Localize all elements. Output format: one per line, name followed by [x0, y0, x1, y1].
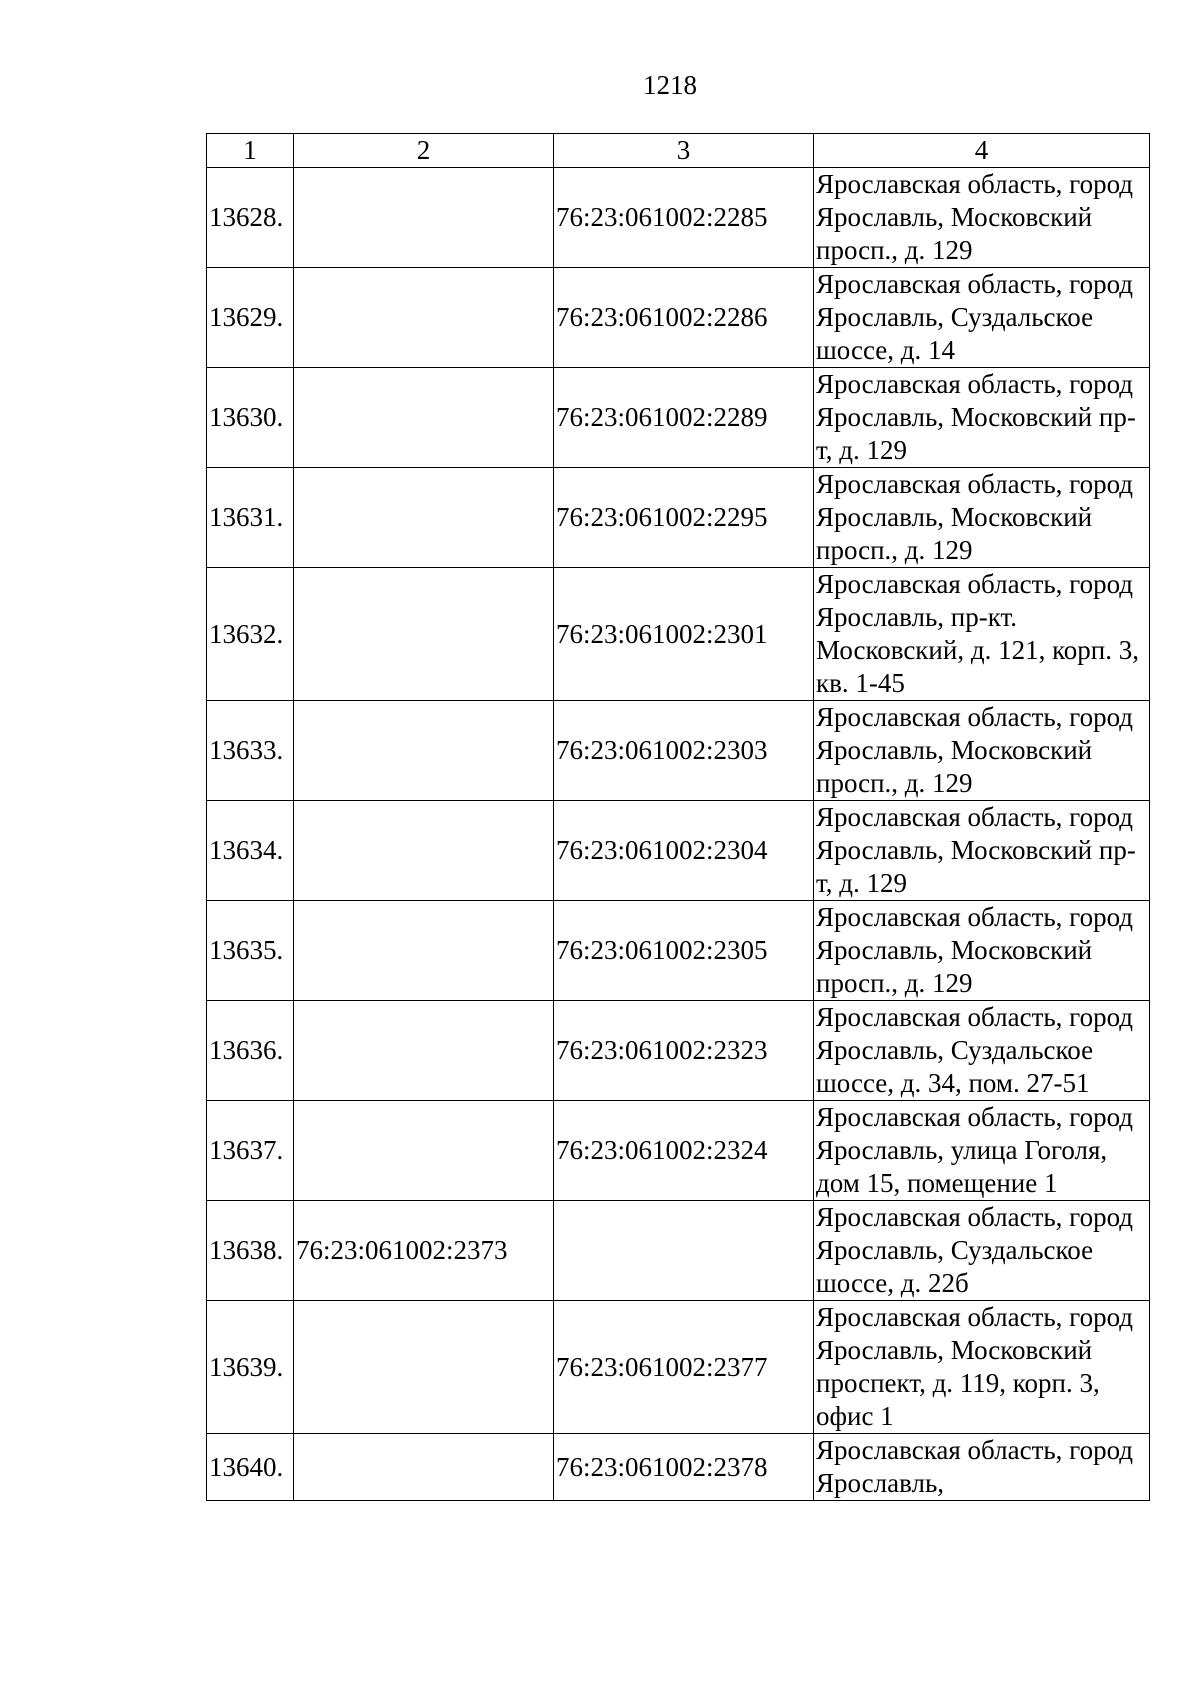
cadastral-number-cell — [294, 1301, 554, 1434]
column-header: 2 — [294, 134, 554, 168]
table-header-row — [207, 134, 1150, 168]
table-row — [207, 1101, 1150, 1201]
table-row — [207, 1001, 1150, 1101]
row-number-cell: 13631. — [207, 468, 294, 568]
cadastral-number-cell: 76:23:061002:2286 — [554, 268, 814, 368]
registry-table — [206, 133, 1150, 1501]
cadastral-number-cell — [294, 1101, 554, 1201]
cadastral-number-cell: 76:23:061002:2289 — [554, 368, 814, 468]
cadastral-number-cell: 76:23:061002:2295 — [554, 468, 814, 568]
table-row — [207, 801, 1150, 901]
column-header: 4 — [814, 134, 1150, 168]
cadastral-number-cell — [294, 168, 554, 268]
row-number-cell: 13635. — [207, 901, 294, 1001]
row-number-cell: 13634. — [207, 801, 294, 901]
cadastral-number-cell — [294, 801, 554, 901]
column-header: 1 — [207, 134, 294, 168]
row-number-cell: 13629. — [207, 268, 294, 368]
cadastral-number-cell: 76:23:061002:2285 — [554, 168, 814, 268]
row-number-cell: 13632. — [207, 568, 294, 701]
cadastral-number-cell — [554, 1201, 814, 1301]
address-cell: Ярославская область, город Ярославль, Московский пр-т, д. 129 — [814, 368, 1150, 468]
address-cell: Ярославская область, город Ярославль, Московский просп., д. 129 — [814, 901, 1150, 1001]
cadastral-number-cell — [294, 701, 554, 801]
table-row — [207, 1434, 1150, 1501]
row-number-cell: 13633. — [207, 701, 294, 801]
cadastral-number-cell — [294, 368, 554, 468]
row-number-cell: 13628. — [207, 168, 294, 268]
row-number-cell: 13636. — [207, 1001, 294, 1101]
cadastral-number-cell: 76:23:061002:2373 — [294, 1201, 554, 1301]
cadastral-number-cell — [294, 901, 554, 1001]
address-cell: Ярославская область, город Ярославль, Суздальское шоссе, д. 34, пом. 27-51 — [814, 1001, 1150, 1101]
address-cell: Ярославская область, город Ярославль, Московский просп., д. 129 — [814, 701, 1150, 801]
cadastral-number-cell — [294, 268, 554, 368]
address-cell: Ярославская область, город Ярославль, Московский проспект, д. 119, корп. 3, офис 1 — [814, 1301, 1150, 1434]
row-number-cell: 13638. — [207, 1201, 294, 1301]
table-row — [207, 701, 1150, 801]
cadastral-number-cell: 76:23:061002:2377 — [554, 1301, 814, 1434]
table-row — [207, 901, 1150, 1001]
page-number: 1218 — [643, 70, 697, 100]
row-number-cell: 13630. — [207, 368, 294, 468]
table-row — [207, 268, 1150, 368]
address-cell: Ярославская область, город Ярославль, пр-кт. Московский, д. 121, корп. 3, кв. 1-45 — [814, 568, 1150, 701]
table-row — [207, 168, 1150, 268]
cadastral-number-cell: 76:23:061002:2301 — [554, 568, 814, 701]
address-cell: Ярославская область, город Ярославль, Суздальское шоссе, д. 22б — [814, 1201, 1150, 1301]
address-cell: Ярославская область, город Ярославль, Московский просп., д. 129 — [814, 468, 1150, 568]
table-row — [207, 1201, 1150, 1301]
cadastral-number-cell: 76:23:061002:2378 — [554, 1434, 814, 1501]
column-header: 3 — [554, 134, 814, 168]
row-number-cell: 13640. — [207, 1434, 294, 1501]
cadastral-number-cell: 76:23:061002:2323 — [554, 1001, 814, 1101]
row-number-cell: 13637. — [207, 1101, 294, 1201]
address-cell: Ярославская область, город Ярославль, Московский просп., д. 129 — [814, 168, 1150, 268]
cadastral-number-cell — [294, 568, 554, 701]
cadastral-number-cell: 76:23:061002:2303 — [554, 701, 814, 801]
address-cell: Ярославская область, город Ярославль, Московский пр-т, д. 129 — [814, 801, 1150, 901]
row-number-cell: 13639. — [207, 1301, 294, 1434]
cadastral-number-cell — [294, 1434, 554, 1501]
cadastral-number-cell — [294, 468, 554, 568]
cadastral-number-cell: 76:23:061002:2305 — [554, 901, 814, 1001]
table-row — [207, 468, 1150, 568]
cadastral-number-cell — [294, 1001, 554, 1101]
cadastral-number-cell: 76:23:061002:2304 — [554, 801, 814, 901]
address-cell: Ярославская область, город Ярославль, улица Гоголя, дом 15, помещение 1 — [814, 1101, 1150, 1201]
table-row — [207, 1301, 1150, 1434]
cadastral-number-cell: 76:23:061002:2324 — [554, 1101, 814, 1201]
table-row — [207, 568, 1150, 701]
address-cell: Ярославская область, город Ярославль, — [814, 1434, 1150, 1501]
table-body — [207, 134, 1150, 1501]
table-row — [207, 368, 1150, 468]
address-cell: Ярославская область, город Ярославль, Суздальское шоссе, д. 14 — [814, 268, 1150, 368]
